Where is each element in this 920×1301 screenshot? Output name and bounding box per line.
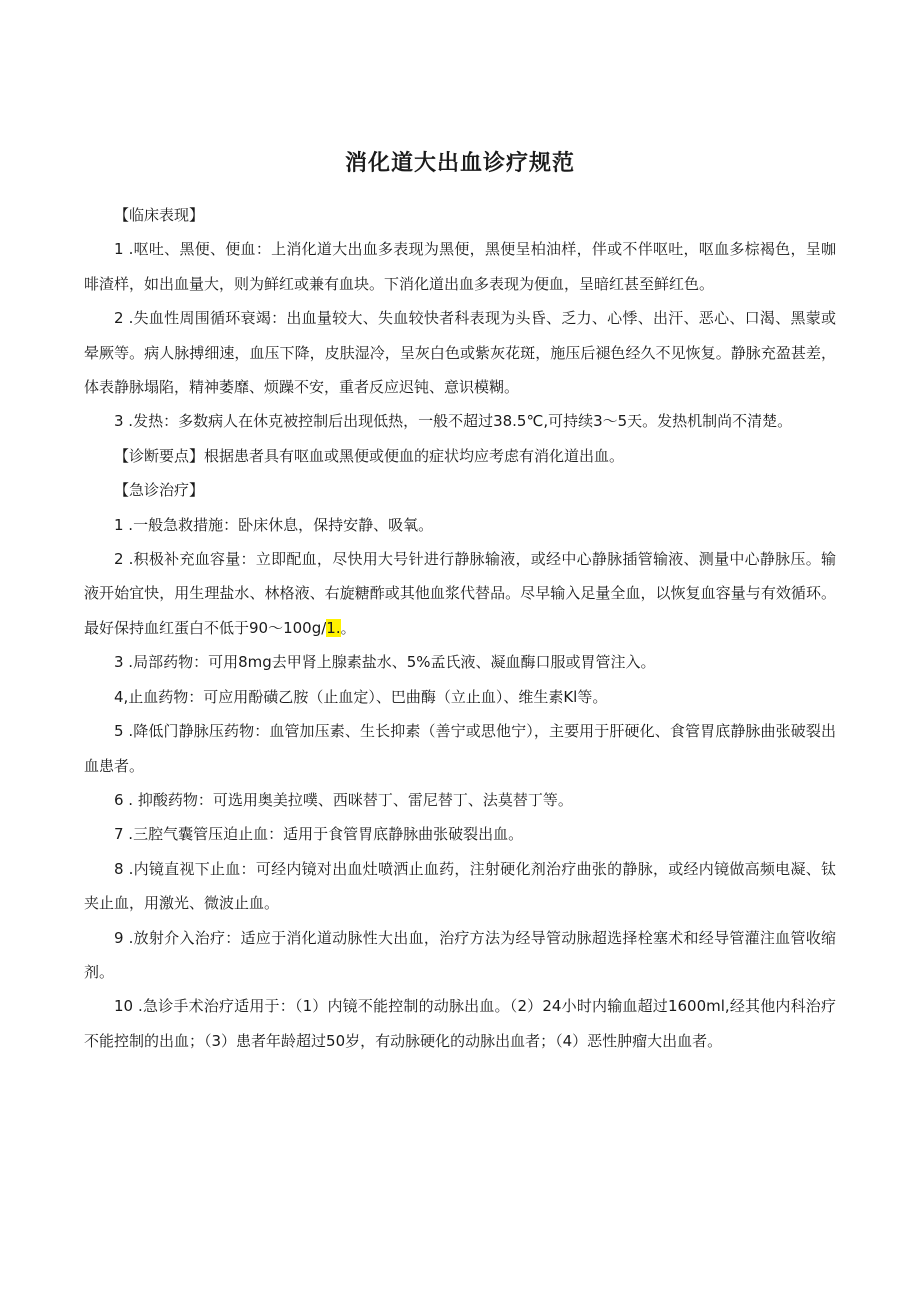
section-heading-treatment: 【急诊治疗】 (114, 481, 205, 500)
section-heading-clinical: 【临床表现】 (114, 206, 205, 224)
treatment-item-7: 7 .三腔气囊管压迫止血：适用于食管胃底静脉曲张破裂出血。 (114, 825, 524, 844)
document-body (84, 198, 836, 1058)
diagnosis-paragraph (84, 439, 836, 473)
treatment-item-9: 9 .放射介入治疗：适应于消化道动脉性大出血，治疗方法为经导管动脉超选择栓塞术和经导管灌注血管收缩剂。 (84, 928, 836, 981)
treatment-item-8: 8 .内镜直视下止血：可经内镜对出血灶喷洒止血药，注射硬化剂治疗曲张的静脉，或经内镜做高频电凝、钛夹止血，用激光、微波止血。 (84, 859, 836, 913)
document-title: 消化道大出血诊疗规范 (344, 151, 575, 176)
treatment-item-5: 5 .降低门静脉压药物：血管加压素、生长抑素（善宁或思他宁），主要用于肝硬化、食管胃底静脉曲张破裂出血患者。 (84, 722, 836, 775)
clinical-item-3: 3 .发热：多数病人在休克被控制后出现低热，一般不超过38.5℃,可持续3～5天。发热机制尚不清楚。 (114, 412, 793, 431)
treatment-item-2-text: 2 .积极补充血容量：立即配血，尽快用大号针进行静脉输液，或经中心静脉插管输液、测量中心静脉压。输液开始宜快，用生理盐水、林格液、右旋糖酢或其他血浆代替品。尽早输入足量全血，以恢复血容量与有效循环。最好保持血红蛋白不低于90～100g/ (84, 550, 836, 637)
treatment-item-10: 10 .急诊手术治疗适用于：（1）内镜不能控制的动脉出血。（2）24小时内输血超过1600ml,经其他内科治疗不能控制的出血；（3）患者年龄超过50岁，有动脉硬化的动脉出血者；（4）恶性肿瘤大出血者。 (84, 997, 836, 1050)
clinical-item-1: 1 .呕吐、黑便、便血：上消化道大出血多表现为黑便，黑便呈柏油样，伴或不伴呕吐，呕血多棕褐色，呈咖啡渣样，如出血量大，则为鲜红或兼有血块。下消化道出血多表现为便血，呈暗红甚至鲜红色。 (84, 240, 836, 293)
clinical-item-2: 2 .失血性周围循环衰竭：出血量较大、失血较快者科表现为头昏、乏力、心悸、出汗、恶心、口渴、黑蒙或晕厥等。病人脉搏细速，血压下降，皮肤湿冷，呈灰白色或紫灰花斑，施压后褪色经久不见恢复。静脉充盈甚差，体表静脉塌陷，精神萎靡、烦躁不安，重者反应迟钝、意识模糊。 (84, 309, 836, 397)
diagnosis-text: 根据患者具有呕血或黑便或便血的症状均应考虑有消化道出血。 (204, 446, 625, 465)
treatment-item-2 (84, 542, 836, 645)
treatment-item-4: 4,止血药物：可应用酚磺乙胺（止血定）、巴曲酶（立止血）、维生素Kl等。 (114, 687, 608, 706)
treatment-item-3: 3 .局部药物：可用8mg去甲肾上腺素盐水、5%孟氏液、凝血酶口服或胃管注入。 (114, 653, 656, 672)
section-heading-diagnosis: 【诊断要点】 (114, 446, 205, 465)
highlighted-text: 1. (326, 618, 341, 637)
treatment-item-1: 1 .一般急救措施：卧床休息，保持安静、吸氧。 (114, 515, 434, 534)
treatment-item-6: 6 . 抑酸药物：可选用奥美拉噗、西咪替丁、雷尼替丁、法莫替丁等。 (114, 790, 573, 809)
treatment-item-2-tail: 。 (340, 618, 356, 637)
